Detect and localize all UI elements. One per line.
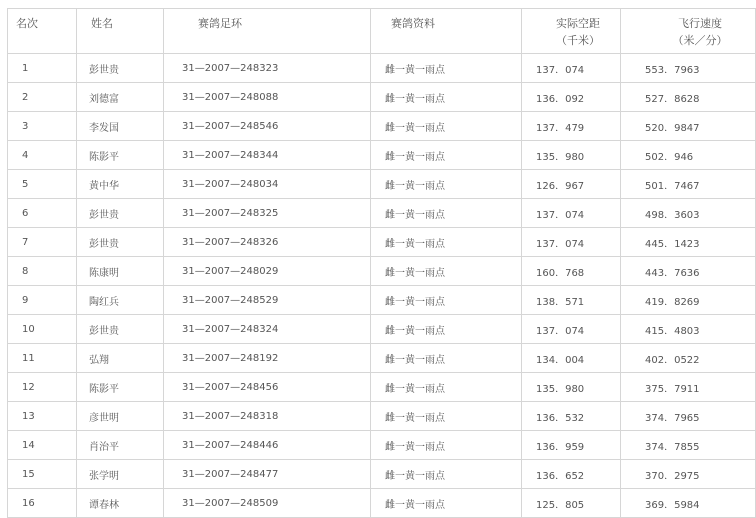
cell-distance: 135．980 [522, 373, 621, 402]
cell-distance: 137．074 [522, 54, 621, 83]
cell-info: 雌一黄一雨点 [371, 141, 522, 170]
table-row [8, 373, 756, 402]
cell-name: 彭世贵 [77, 54, 164, 83]
cell-distance: 138．571 [522, 286, 621, 315]
cell-speed: 375．7911 [621, 373, 756, 402]
cell-info: 雌一黄一雨点 [371, 54, 522, 83]
cell-distance: 136．959 [522, 431, 621, 460]
cell-rank: 16 [8, 489, 77, 518]
table-row [8, 431, 756, 460]
cell-info: 雌一黄一雨点 [371, 83, 522, 112]
cell-distance: 137．479 [522, 112, 621, 141]
header-distance-label: 实际空距 [556, 17, 600, 30]
cell-ring: 31—2007—248326 [164, 228, 371, 257]
table-row [8, 112, 756, 141]
cell-rank: 11 [8, 344, 77, 373]
cell-rank: 15 [8, 460, 77, 489]
cell-distance: 137．074 [522, 315, 621, 344]
cell-rank: 6 [8, 199, 77, 228]
cell-speed: 370．2975 [621, 460, 756, 489]
table-row [8, 489, 756, 518]
cell-distance: 126．967 [522, 170, 621, 199]
cell-rank: 14 [8, 431, 77, 460]
cell-name: 弘翔 [77, 344, 164, 373]
cell-speed: 553．7963 [621, 54, 756, 83]
cell-ring: 31—2007—248546 [164, 112, 371, 141]
cell-name: 陈影平 [77, 373, 164, 402]
table-row [8, 141, 756, 170]
header-speed [621, 9, 756, 54]
table-header [8, 9, 756, 54]
cell-ring: 31—2007—248324 [164, 315, 371, 344]
cell-speed: 415．4803 [621, 315, 756, 344]
table-row [8, 170, 756, 199]
cell-rank: 8 [8, 257, 77, 286]
cell-info: 雌一黄一雨点 [371, 170, 522, 199]
cell-ring: 31—2007—248529 [164, 286, 371, 315]
cell-ring: 31—2007—248509 [164, 489, 371, 518]
cell-info: 雌一黄一雨点 [371, 257, 522, 286]
cell-info: 雌一黄一雨点 [371, 199, 522, 228]
cell-distance: 136．092 [522, 83, 621, 112]
cell-name: 肖治平 [77, 431, 164, 460]
cell-ring: 31—2007—248477 [164, 460, 371, 489]
cell-ring: 31—2007—248034 [164, 170, 371, 199]
cell-distance: 134．004 [522, 344, 621, 373]
cell-speed: 419．8269 [621, 286, 756, 315]
cell-speed: 445．1423 [621, 228, 756, 257]
cell-rank: 4 [8, 141, 77, 170]
cell-distance: 137．074 [522, 199, 621, 228]
cell-speed: 443．7636 [621, 257, 756, 286]
cell-name: 陶红兵 [77, 286, 164, 315]
cell-info: 雌一黄一雨点 [371, 286, 522, 315]
cell-name: 彭世贵 [77, 315, 164, 344]
table-row [8, 257, 756, 286]
cell-info: 雌一黄一雨点 [371, 373, 522, 402]
table-row [8, 315, 756, 344]
cell-info: 雌一黄一雨点 [371, 228, 522, 257]
table-row [8, 286, 756, 315]
cell-name: 李发国 [77, 112, 164, 141]
cell-name: 黄中华 [77, 170, 164, 199]
table-row [8, 54, 756, 83]
cell-info: 雌一黄一雨点 [371, 431, 522, 460]
cell-speed: 527．8628 [621, 83, 756, 112]
cell-rank: 3 [8, 112, 77, 141]
cell-ring: 31—2007—248318 [164, 402, 371, 431]
cell-rank: 9 [8, 286, 77, 315]
cell-speed: 374．7965 [621, 402, 756, 431]
cell-name: 张学明 [77, 460, 164, 489]
header-row [8, 9, 756, 54]
cell-info: 雌一黄一雨点 [371, 344, 522, 373]
table-body [8, 54, 756, 518]
cell-speed: 369．5984 [621, 489, 756, 518]
cell-name: 陈影平 [77, 141, 164, 170]
cell-ring: 31—2007—248029 [164, 257, 371, 286]
race-results-table [7, 8, 756, 518]
cell-distance: 136．652 [522, 460, 621, 489]
cell-ring: 31—2007—248446 [164, 431, 371, 460]
cell-info: 雌一黄一雨点 [371, 489, 522, 518]
cell-name: 彦世明 [77, 402, 164, 431]
cell-info: 雌一黄一雨点 [371, 460, 522, 489]
table-row [8, 199, 756, 228]
header-ring: 赛鸽足环 [164, 9, 371, 54]
cell-name: 谭春林 [77, 489, 164, 518]
cell-speed: 402．0522 [621, 344, 756, 373]
cell-speed: 520．9847 [621, 112, 756, 141]
cell-rank: 12 [8, 373, 77, 402]
cell-name: 刘德富 [77, 83, 164, 112]
cell-distance: 135．980 [522, 141, 621, 170]
cell-ring: 31—2007—248456 [164, 373, 371, 402]
cell-ring: 31—2007—248088 [164, 83, 371, 112]
cell-ring: 31—2007—248325 [164, 199, 371, 228]
table-row [8, 402, 756, 431]
header-info: 赛鸽资料 [371, 9, 522, 54]
header-speed-label: 飞行速度 [678, 17, 722, 30]
cell-ring: 31—2007—248344 [164, 141, 371, 170]
cell-ring: 31—2007—248192 [164, 344, 371, 373]
cell-rank: 7 [8, 228, 77, 257]
cell-name: 陈康明 [77, 257, 164, 286]
header-rank: 名次 [8, 9, 77, 54]
cell-rank: 2 [8, 83, 77, 112]
cell-speed: 502．946 [621, 141, 756, 170]
cell-speed: 374．7855 [621, 431, 756, 460]
table-row [8, 344, 756, 373]
cell-info: 雌一黄一雨点 [371, 402, 522, 431]
table-row [8, 83, 756, 112]
cell-ring: 31—2007—248323 [164, 54, 371, 83]
cell-info: 雌一黄一雨点 [371, 315, 522, 344]
cell-rank: 10 [8, 315, 77, 344]
header-distance-unit: （千米） [556, 34, 600, 47]
cell-distance: 136．532 [522, 402, 621, 431]
cell-distance: 125．805 [522, 489, 621, 518]
table-row [8, 460, 756, 489]
cell-name: 彭世贵 [77, 199, 164, 228]
cell-speed: 498．3603 [621, 199, 756, 228]
cell-name: 彭世贵 [77, 228, 164, 257]
header-name: 姓名 [77, 9, 164, 54]
header-speed-unit: （米／分） [672, 34, 728, 47]
cell-distance: 160．768 [522, 257, 621, 286]
cell-speed: 501．7467 [621, 170, 756, 199]
cell-rank: 13 [8, 402, 77, 431]
header-distance [522, 9, 621, 54]
cell-rank: 5 [8, 170, 77, 199]
cell-distance: 137．074 [522, 228, 621, 257]
cell-info: 雌一黄一雨点 [371, 112, 522, 141]
table-row [8, 228, 756, 257]
cell-rank: 1 [8, 54, 77, 83]
